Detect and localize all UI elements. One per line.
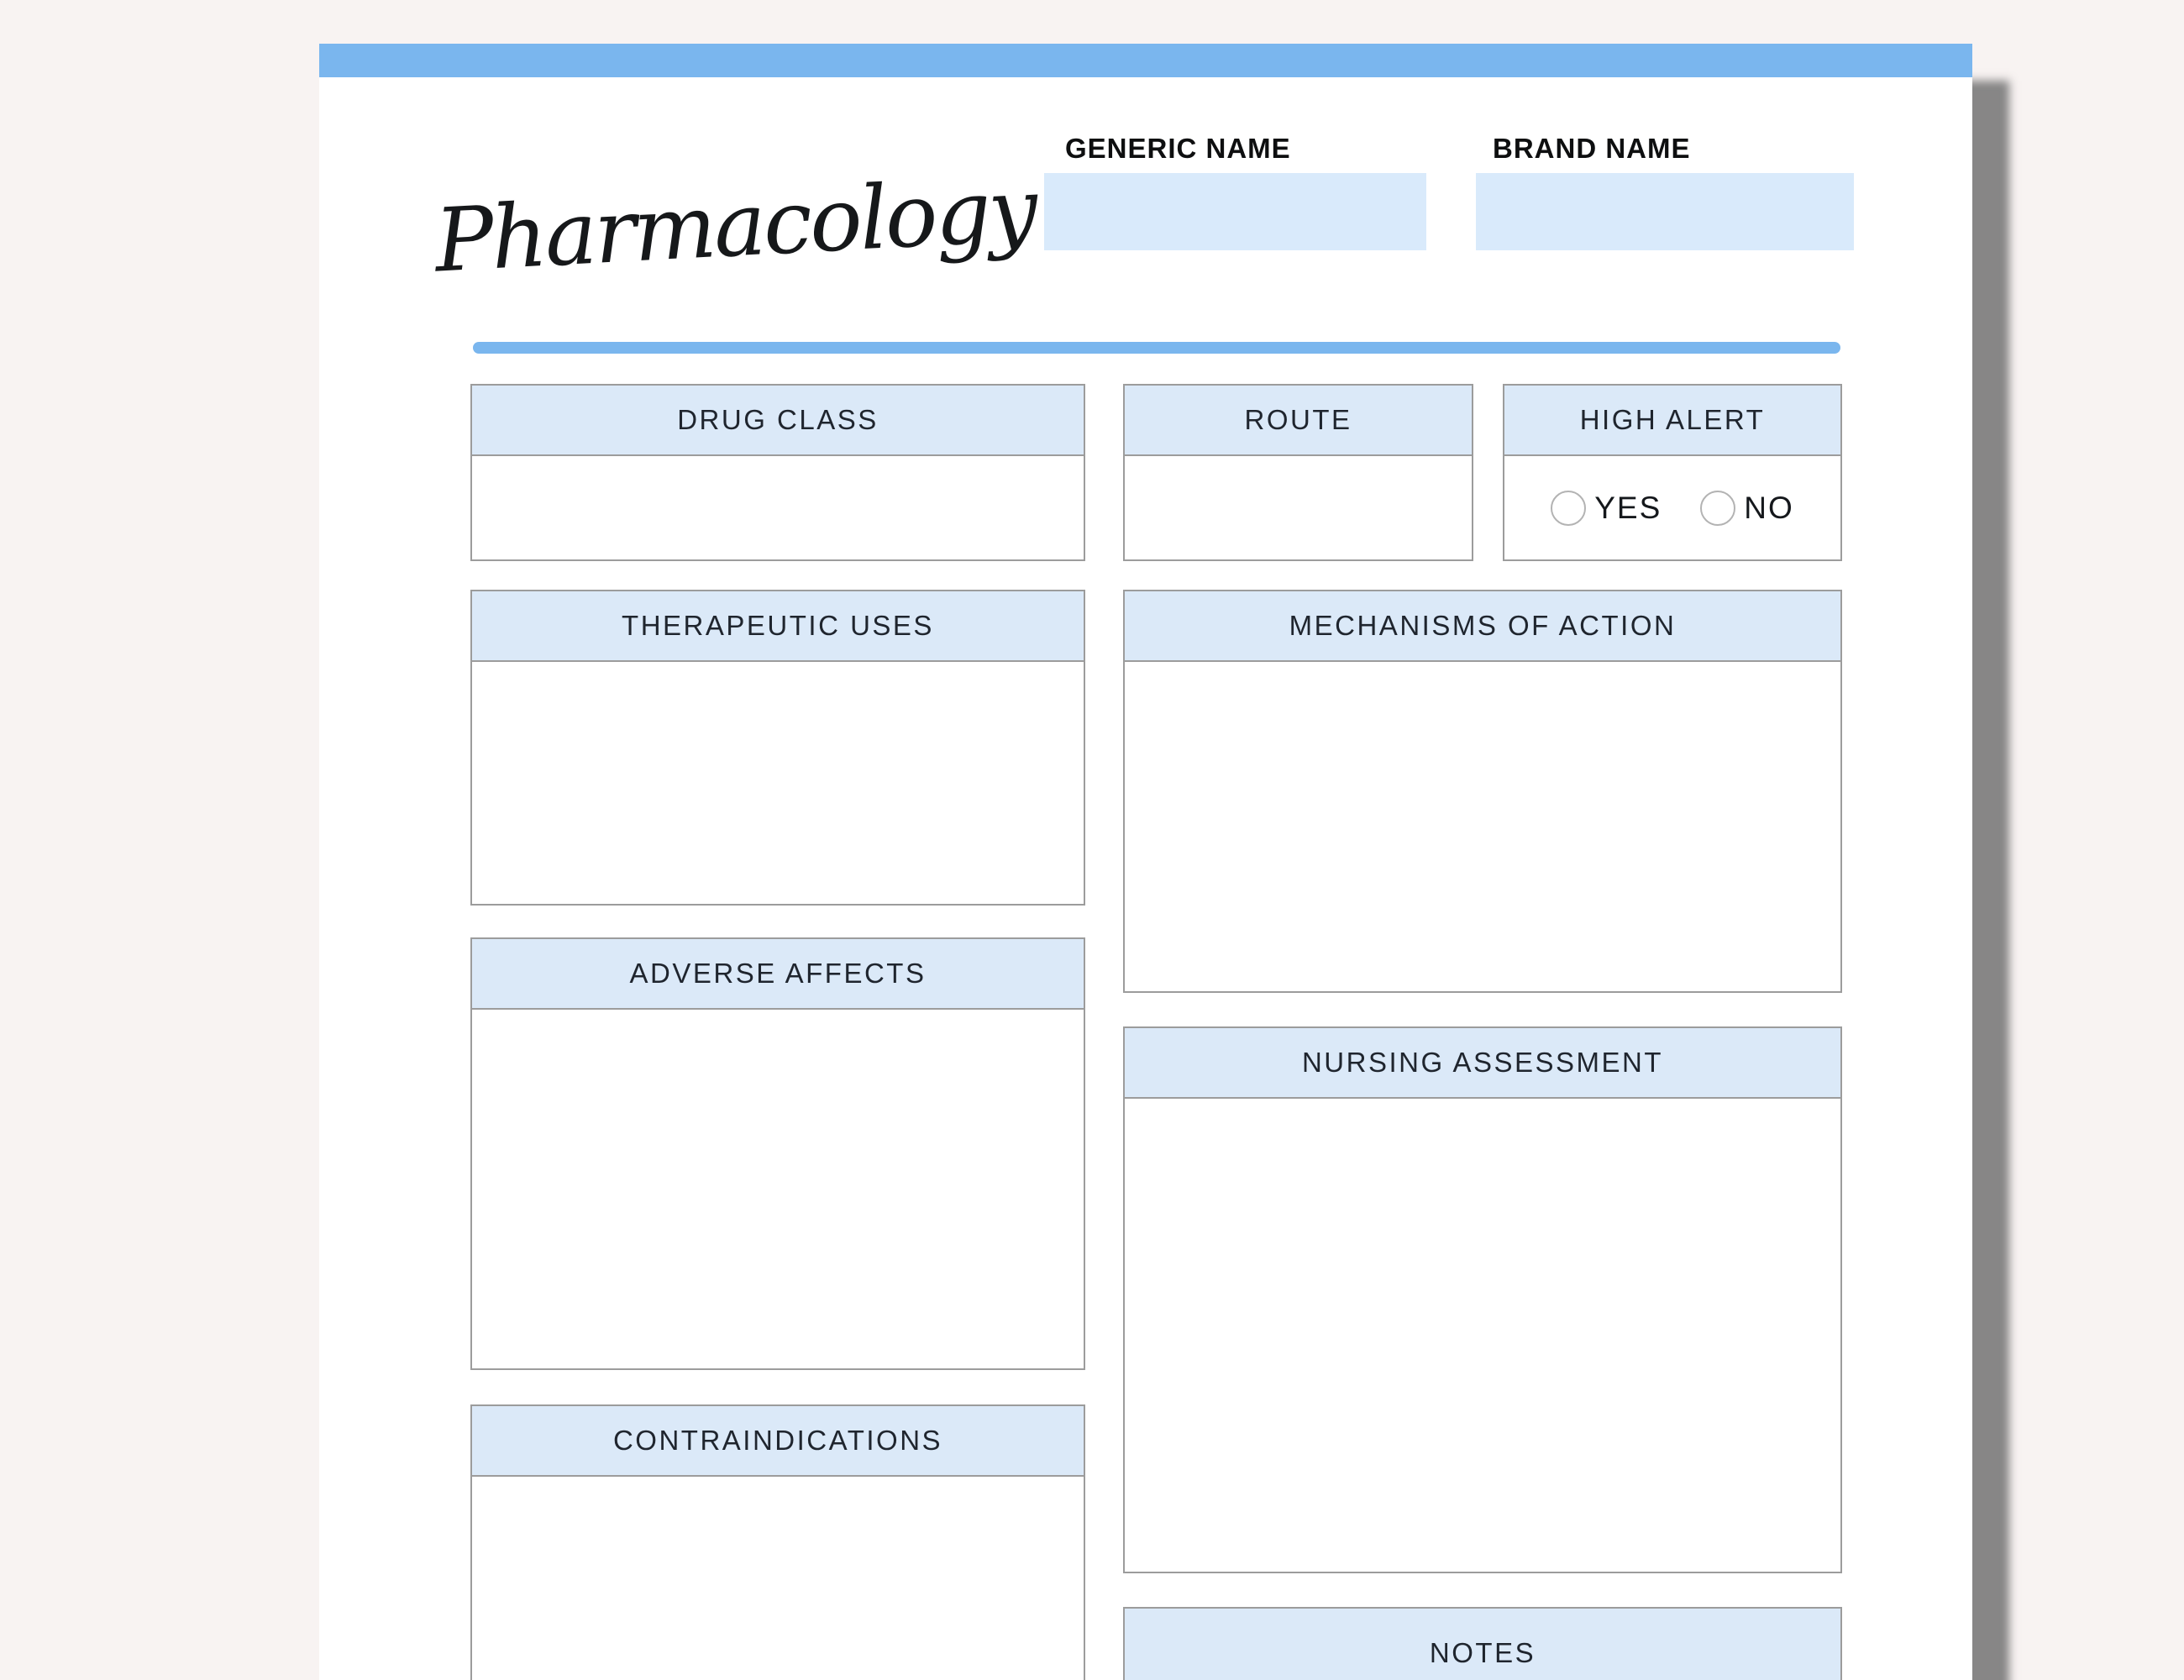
worksheet-page <box>319 44 1972 1680</box>
adverse-affects-header <box>470 937 1085 1010</box>
section-therapeutic-uses <box>470 590 1085 906</box>
mechanisms-of-action-header <box>1123 590 1842 662</box>
drug-class-label: DRUG CLASS <box>677 404 879 435</box>
generic-name-label: GENERIC NAME <box>1065 133 1291 164</box>
nursing-assessment-label: NURSING ASSESSMENT <box>1301 1047 1664 1078</box>
drug-class-input-area[interactable] <box>470 454 1085 561</box>
high-alert-header <box>1503 384 1842 456</box>
brand-name-label: BRAND NAME <box>1493 133 1691 164</box>
therapeutic-uses-label: THERAPEUTIC USES <box>622 610 934 641</box>
adverse-affects-input-area[interactable] <box>470 1008 1085 1370</box>
high-alert-yes-label: YES <box>1594 490 1662 525</box>
section-adverse-affects <box>470 937 1085 1370</box>
nursing-assessment-input-area[interactable] <box>1123 1097 1842 1573</box>
high-alert-no-label: NO <box>1744 490 1794 525</box>
notes-label: NOTES <box>1429 1637 1536 1668</box>
route-label: ROUTE <box>1244 404 1352 435</box>
contraindications-header <box>470 1404 1085 1477</box>
top-accent-bar <box>319 44 1972 77</box>
mechanisms-of-action-label: MECHANISMS OF ACTION <box>1289 610 1677 641</box>
contraindications-input-area[interactable] <box>470 1475 1085 1680</box>
section-mechanisms-of-action <box>1123 590 1842 993</box>
high-alert-yes-radio[interactable] <box>1551 491 1586 526</box>
high-alert-options <box>1503 454 1842 561</box>
adverse-affects-label: ADVERSE AFFECTS <box>629 958 927 989</box>
page-title: Pharmacology <box>432 157 1038 292</box>
generic-name-input[interactable] <box>1044 173 1426 250</box>
section-notes <box>1123 1607 1842 1680</box>
therapeutic-uses-header <box>470 590 1085 662</box>
section-drug-class <box>470 384 1085 561</box>
therapeutic-uses-input-area[interactable] <box>470 660 1085 906</box>
section-route <box>1123 384 1473 561</box>
section-high-alert <box>1503 384 1842 561</box>
high-alert-no-radio[interactable] <box>1700 491 1735 526</box>
section-contraindications <box>470 1404 1085 1680</box>
section-nursing-assessment <box>1123 1026 1842 1573</box>
notes-header <box>1123 1607 1842 1680</box>
nursing-assessment-header <box>1123 1026 1842 1099</box>
drug-class-header <box>470 384 1085 456</box>
high-alert-label: HIGH ALERT <box>1579 404 1766 435</box>
divider-line <box>473 342 1840 354</box>
route-input-area[interactable] <box>1123 454 1473 561</box>
route-header <box>1123 384 1473 456</box>
mechanisms-of-action-input-area[interactable] <box>1123 660 1842 993</box>
brand-name-input[interactable] <box>1476 173 1854 250</box>
contraindications-label: CONTRAINDICATIONS <box>612 1425 943 1456</box>
